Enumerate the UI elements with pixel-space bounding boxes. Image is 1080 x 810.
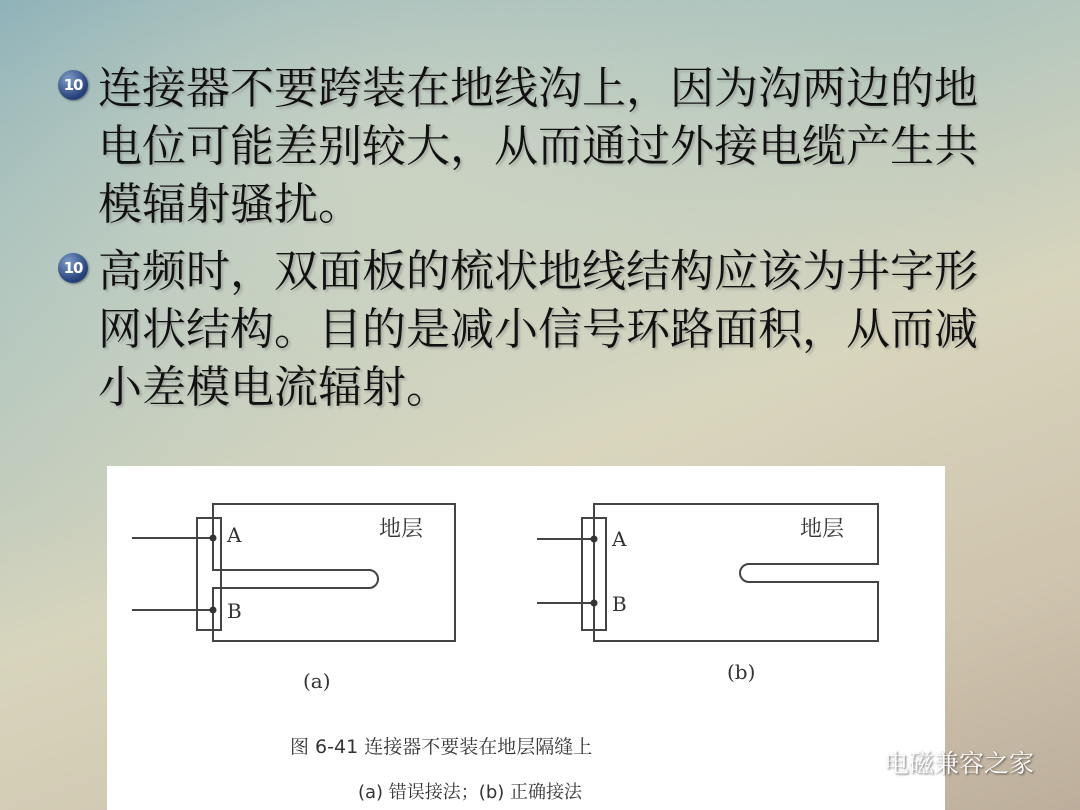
bullet-marker-icon: 10 (58, 253, 88, 283)
pin-label-b: B (612, 592, 627, 616)
connector-body-a (197, 518, 221, 630)
connector-figure (107, 466, 945, 810)
ground-layer-label: 地层 (800, 517, 845, 542)
bullet-item-2 (58, 243, 978, 417)
wechat-icon (842, 746, 878, 778)
bullet-text: 高频时，双面板的梳状地线结构应该为井字形网状结构。目的是减小信号环路面积，从而减小差模电流辐射。 (98, 246, 978, 413)
diagram-caption-b: (b) (727, 660, 756, 684)
watermark-text: 电磁兼容之家 (884, 749, 1035, 778)
ground-layer-label: 地层 (379, 517, 424, 542)
figure-drawing (107, 466, 945, 810)
watermark (842, 744, 1034, 780)
bullet-text: 连接器不要跨装在地线沟上，因为沟两边的地电位可能差别较大，从而通过外接电缆产生共模辐射骚扰。 (98, 63, 978, 230)
pin-label-b: B (227, 599, 242, 623)
pin-dot (210, 607, 217, 614)
diagram-caption-a: (a) (303, 669, 331, 693)
figure-subcaption: (a) 错误接法；(b) 正确接法 (358, 782, 582, 803)
figure-caption: 图 6-41 连接器不要装在地层隔缝上 (290, 736, 593, 758)
bullet-marker-icon: 10 (58, 70, 88, 100)
pin-label-a: A (227, 523, 242, 547)
pin-dot (210, 535, 217, 542)
pin-label-a: A (612, 527, 627, 551)
pin-dot (591, 536, 598, 543)
pin-dot (591, 600, 598, 607)
bullet-item-1 (58, 60, 978, 234)
